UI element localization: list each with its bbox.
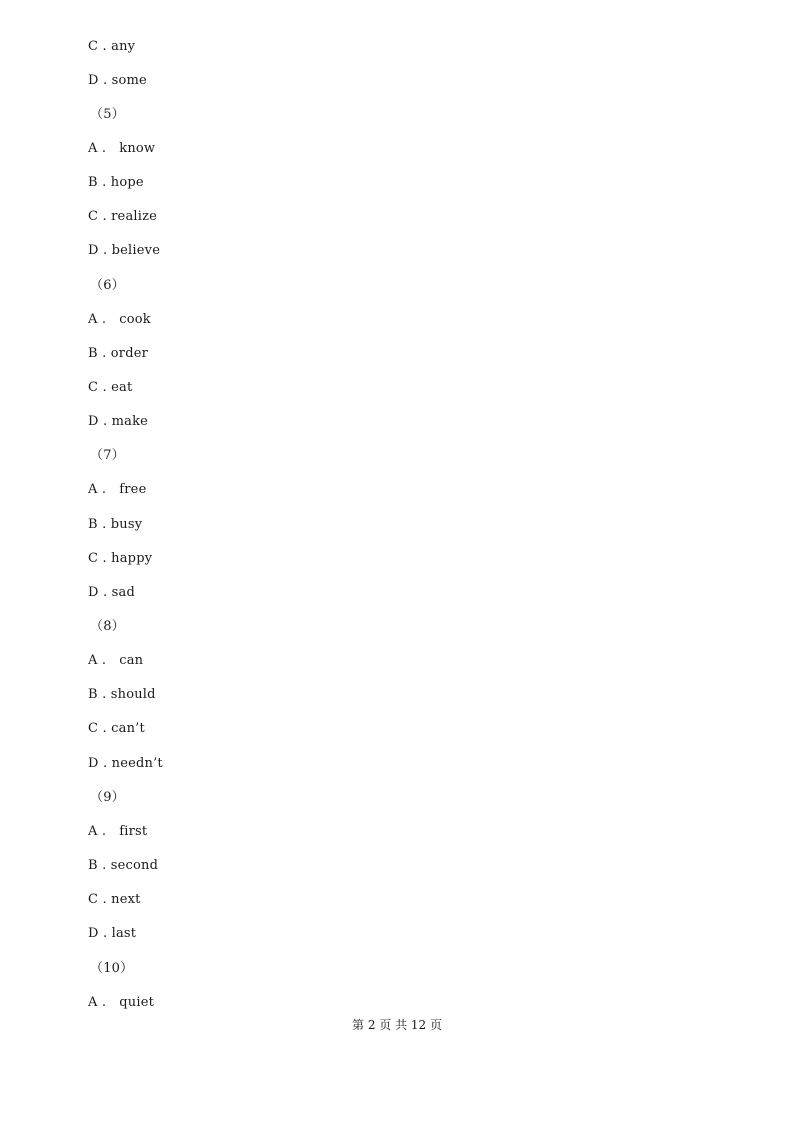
option-d-last: D . last — [88, 926, 137, 941]
option-a-know: A . know — [88, 141, 156, 156]
question-number-9: （9） — [90, 790, 125, 805]
option-d-believe: D . believe — [88, 243, 161, 258]
page-footer: 第 2 页 共 12 页 — [352, 1018, 442, 1032]
option-b-second: B . second — [88, 858, 159, 873]
option-a-first: A . first — [88, 824, 148, 839]
option-c-cant: C . can’t — [88, 721, 145, 736]
option-c-any: C . any — [88, 39, 136, 54]
option-c-happy: C . happy — [88, 551, 153, 566]
option-b-should: B . should — [88, 687, 156, 702]
option-b-order: B . order — [88, 346, 149, 361]
question-number-10: （10） — [90, 961, 134, 976]
option-b-busy: B . busy — [88, 517, 143, 532]
option-d-sad: D . sad — [88, 585, 135, 600]
question-number-6: （6） — [90, 278, 125, 293]
option-d-neednt: D . needn’t — [88, 756, 163, 771]
option-c-eat: C . eat — [88, 380, 133, 395]
option-a-quiet: A . quiet — [88, 995, 155, 1010]
option-c-next: C . next — [88, 892, 141, 907]
question-number-8: （8） — [90, 619, 125, 634]
option-a-can: A . can — [88, 653, 144, 668]
question-number-5: （5） — [90, 107, 125, 122]
option-b-hope: B . hope — [88, 175, 144, 190]
question-number-7: （7） — [90, 448, 125, 463]
option-c-realize: C . realize — [88, 209, 158, 224]
option-d-some: D . some — [88, 73, 147, 88]
option-a-free: A . free — [88, 482, 147, 497]
option-a-cook: A . cook — [88, 312, 151, 327]
option-d-make: D . make — [88, 414, 149, 429]
